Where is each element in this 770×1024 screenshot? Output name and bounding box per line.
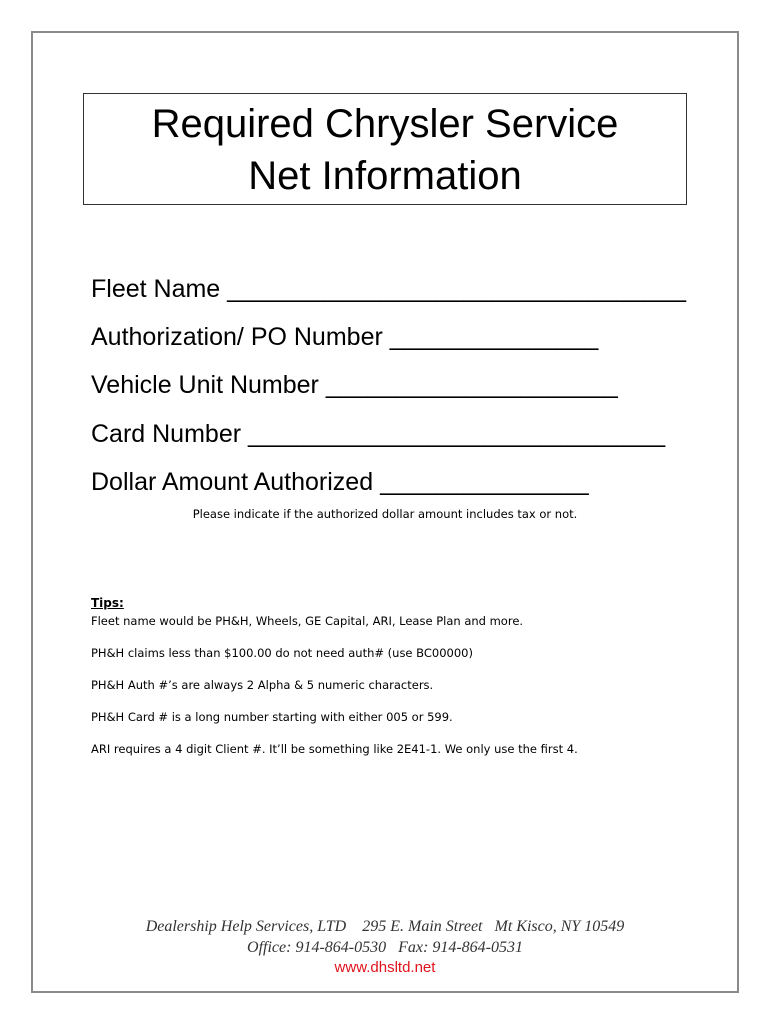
title-line-1: Required Chrysler Service [151, 102, 619, 146]
card-number-blank[interactable]: ______________________________ [248, 420, 666, 448]
tip-item: PH&H Card # is a long number starting with either 005 or 599. [91, 710, 453, 724]
authorization-po-field[interactable] [91, 322, 598, 352]
dollar-amount-label: Dollar Amount Authorized [91, 468, 374, 496]
tip-item: PH&H Auth #’s are always 2 Alpha & 5 numeric characters. [91, 678, 434, 692]
tips-heading: Tips: [91, 596, 124, 610]
fleet-name-field[interactable] [91, 274, 686, 304]
tax-note: Please indicate if the authorized dollar amount includes tax or not. [192, 507, 578, 521]
vehicle-unit-field[interactable] [91, 370, 618, 400]
vehicle-unit-label: Vehicle Unit Number [91, 371, 319, 399]
footer [60, 916, 710, 978]
tip-item: ARI requires a 4 digit Client #. It’ll be something like 2E41-1. We only use the first 4. [91, 742, 578, 756]
footer-website-link[interactable]: www.dhsltd.net [334, 959, 436, 976]
title-line-2: Net Information [248, 154, 522, 198]
fleet-name-blank[interactable]: _________________________________ [227, 275, 686, 303]
fleet-name-label: Fleet Name [91, 275, 221, 303]
vehicle-unit-blank[interactable]: _____________________ [325, 371, 618, 399]
tip-item: Fleet name would be PH&H, Wheels, GE Capital, ARI, Lease Plan and more. [91, 614, 524, 628]
footer-address: Dealership Help Services, LTD 295 E. Main Street Mt Kisco, NY 10549 [145, 918, 625, 935]
dollar-amount-blank[interactable]: _______________ [380, 468, 589, 496]
card-number-field[interactable] [91, 419, 665, 449]
authorization-po-blank[interactable]: _______________ [389, 323, 599, 351]
dollar-amount-field[interactable] [91, 467, 589, 497]
title-box [83, 93, 687, 205]
card-number-label: Card Number [91, 420, 242, 448]
tip-item: PH&H claims less than $100.00 do not need auth# (use BC00000) [91, 646, 473, 660]
authorization-po-label: Authorization/ PO Number [91, 323, 383, 351]
footer-phones: Office: 914-864-0530 Fax: 914-864-0531 [247, 939, 523, 956]
